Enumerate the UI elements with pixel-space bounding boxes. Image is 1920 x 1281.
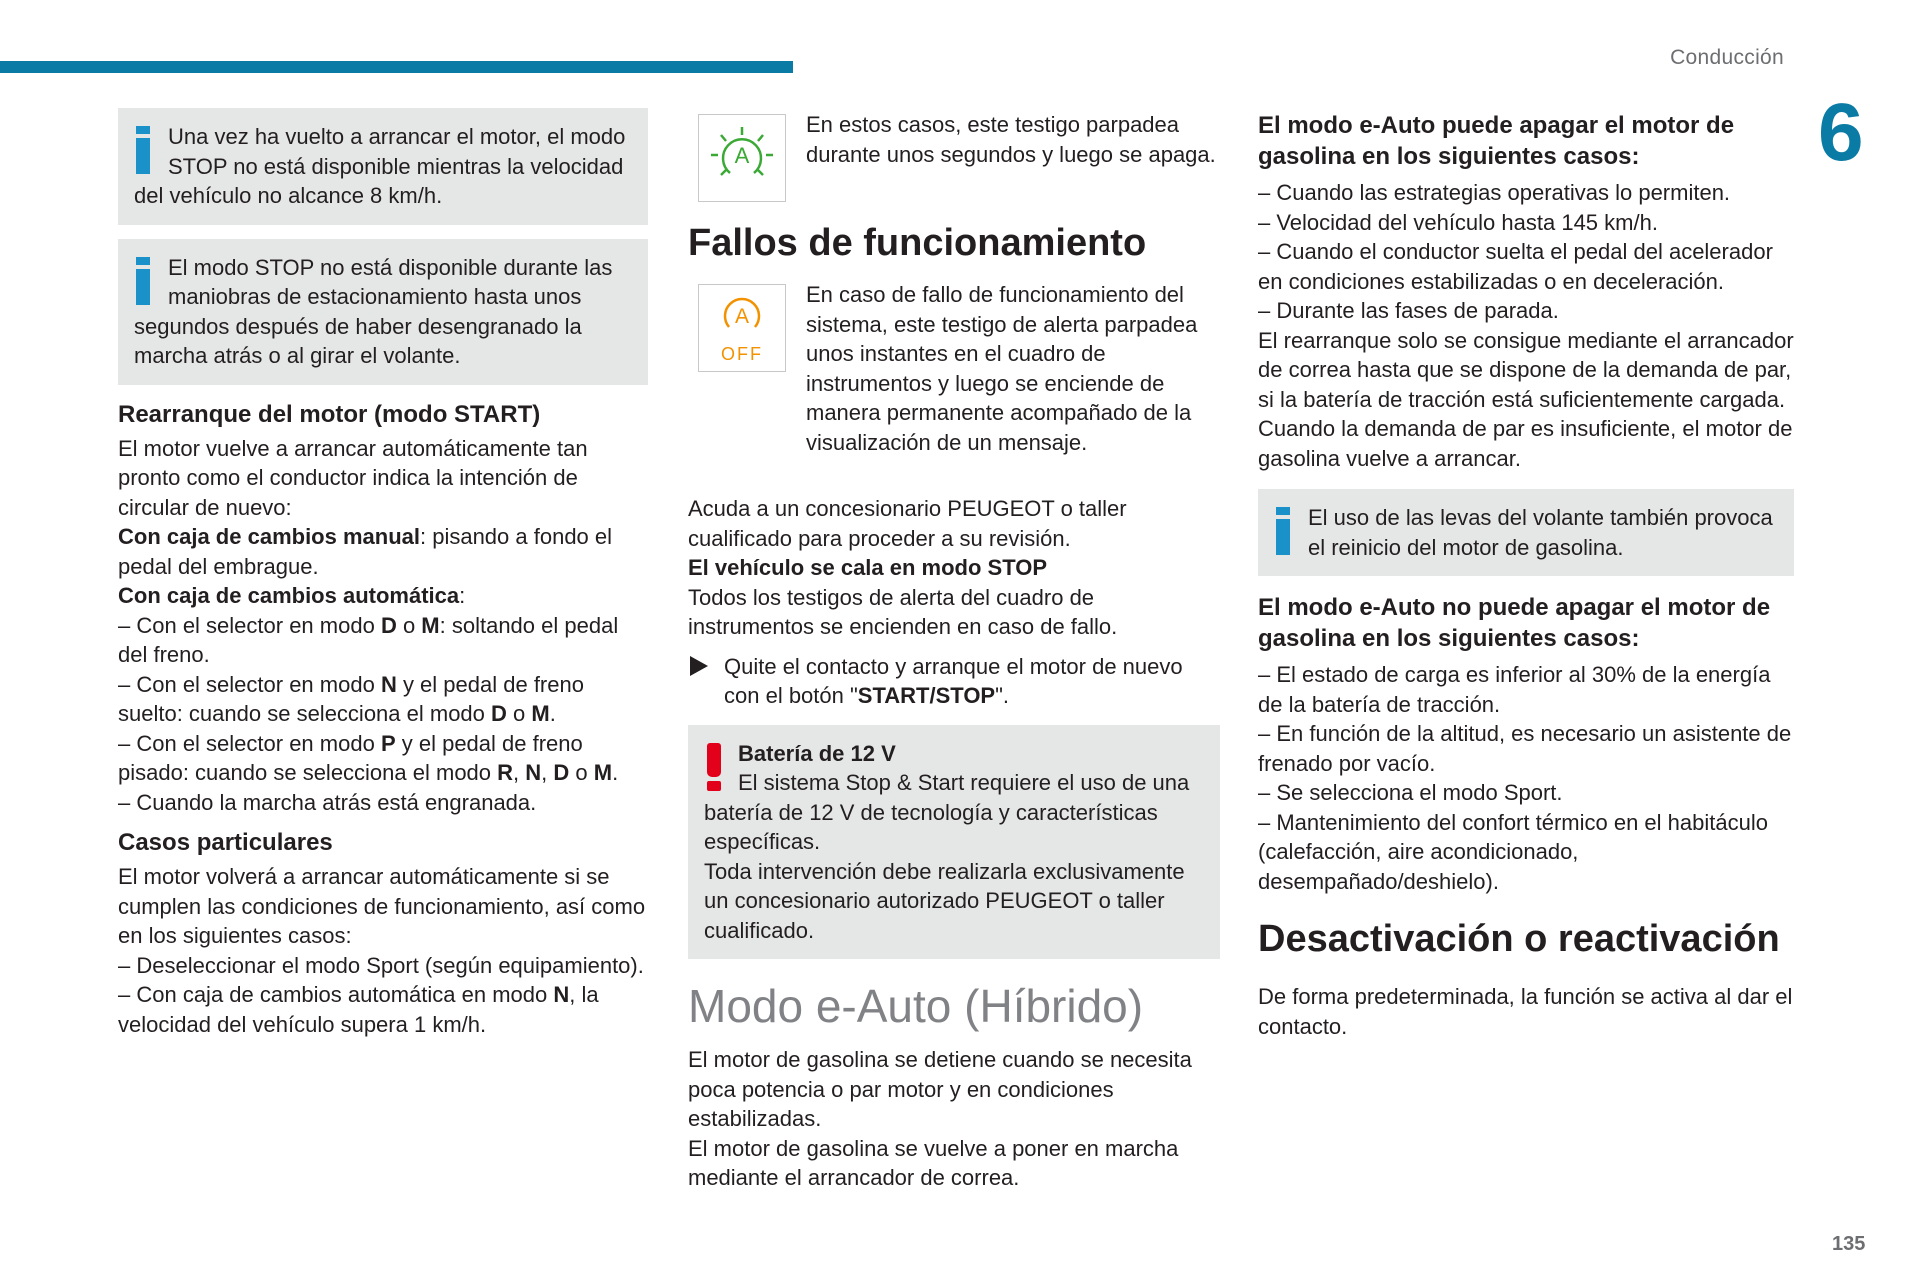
action-bullet: Quite el contacto y arranque el motor de nuevo con el botón "START/STOP".: [688, 652, 1220, 711]
section-title: Conducción: [1670, 46, 1784, 69]
info-note-text: El uso de las levas del volante también provoca el reinicio del motor de gasolina.: [1308, 505, 1773, 560]
indicator-lamp-row: [688, 110, 1220, 202]
paragraph: El motor volverá a arrancar automáticamente si se cumplen las condiciones de funcionamiento, así como en los siguientes casos: – Deseleccionar el modo Sport (según equipamiento). – Con caja de cambios automática en modo N, la velocidad del vehículo supera 1 km/h.: [118, 864, 646, 1037]
paragraph: El motor vuelve a arrancar automáticamente tan pronto como el conductor indica la intención de circular de nuevo: Con caja de cambios manual: pisando a fondo el pedal del embrague. Con caja de cambios automática: – Con el selector en modo D o M: soltando el pedal del freno. – Con el selector en modo N y el pedal de freno suelto: cuando se selecciona el modo D o M. – Con el selector en modo P y el pedal de freno pisado: cuando se selecciona el modo R, N, D o M. – Cuando la marcha atrás está engranada.: [118, 435, 619, 815]
list-item: – Cuando las estrategias operativas lo permiten.: [1258, 180, 1731, 205]
arrow-bullet-icon: [690, 656, 708, 676]
cannot-stop-list: [1258, 660, 1794, 896]
column-left: [118, 108, 648, 1039]
paragraph: De forma predeterminada, la función se activa al dar el contacto.: [1258, 984, 1793, 1039]
indicator-lamp-row: [688, 280, 1220, 480]
info-note-parking: [118, 239, 648, 385]
info-icon: [134, 257, 150, 305]
list-item: – El estado de carga es inferior al 30% de la energía de la batería de tracción.: [1258, 662, 1771, 717]
info-icon: [134, 126, 150, 174]
header-accent-bar: [0, 61, 793, 73]
eco-auto-lamp-icon: [698, 114, 786, 202]
page-number: 135: [1832, 1233, 1866, 1255]
warning-note-battery: [688, 725, 1220, 960]
info-note-text: Una vez ha vuelto a arrancar el motor, el modo STOP no está disponible mientras la velocidad del vehículo no alcance 8 km/h.: [134, 124, 626, 208]
lamp-description: En caso de fallo de funcionamiento del sistema, este testigo de alerta parpadea unos instantes en el cuadro de instrumentos y luego se enciende de manera permanente acompañado de la visualización de un mensaje.: [806, 282, 1198, 455]
paragraph: Acuda a un concesionario PEUGEOT o taller cualificado para proceder a su revisión. El vehículo se cala en modo STOP Todos los testigos de alerta del cuadro de instrumentos se encienden en caso de fallo.: [688, 496, 1127, 639]
list-item: – Durante las fases de parada.: [1258, 298, 1559, 323]
svg-text:OFF: OFF: [721, 344, 763, 364]
warning-exclamation-icon: [704, 739, 738, 795]
svg-text:A: A: [734, 305, 750, 328]
list-item: – Cuando el conductor suelta el pedal del acelerador en condiciones estabilizadas o en deceleración.: [1258, 239, 1773, 294]
info-note-text: El modo STOP no está disponible durante las maniobras de estacionamiento hasta unos segundos después de haber desengranado la marcha atrás o al girar el volante.: [134, 254, 613, 368]
column-middle: [688, 110, 1220, 1193]
section-heading-deactivation: Desactivación o reactivación: [1258, 918, 1780, 960]
svg-text:A: A: [734, 143, 750, 168]
info-icon: [1274, 507, 1290, 555]
list-item: – En función de la altitud, es necesario un asistente de frenado por vacío.: [1258, 721, 1792, 776]
section-heading-special-cases: Casos particulares: [118, 829, 333, 856]
chapter-number: 6: [1818, 87, 1864, 178]
can-stop-list: [1258, 178, 1794, 473]
eco-off-lamp-icon: [698, 284, 786, 372]
info-note-stop-speed: [118, 108, 648, 225]
lamp-description: En estos casos, este testigo parpadea durante unos segundos y luego se apaga.: [806, 112, 1216, 167]
list-item: – Mantenimiento del confort térmico en el habitáculo (calefacción, aire acondicionado, desempañado/deshielo).: [1258, 809, 1768, 894]
section-heading-faults: Fallos de funcionamiento: [688, 222, 1147, 264]
section-heading-can-stop: El modo e-Auto puede apagar el motor de gasolina en los siguientes casos:: [1258, 112, 1735, 170]
warning-note-text: Batería de 12 V El sistema Stop & Start requiere el uso de una batería de 12 V de tecnología y características específicas. Toda intervención debe realizarla exclusivamente un concesionario autorizado PEUGEOT o taller cualificado.: [704, 740, 1190, 943]
list-item: – Se selecciona el modo Sport.: [1258, 780, 1563, 805]
list-item: – Velocidad del vehículo hasta 145 km/h.: [1258, 209, 1658, 235]
column-right: [1258, 110, 1794, 1041]
paragraph: El rearranque solo se consigue mediante el arrancador de correa hasta que se dispone de la demanda de par, si la batería de tracción está suficientemente cargada. Cuando la demanda de par es insuficiente, el motor de gasolina vuelve a arrancar.: [1258, 327, 1794, 471]
paragraph: El motor de gasolina se detiene cuando se necesita poca potencia o par motor y en condiciones estabilizadas. El motor de gasolina se vuelve a poner en marcha mediante el arrancador de correa.: [688, 1047, 1192, 1190]
section-heading-cannot-stop: El modo e-Auto no puede apagar el motor de gasolina en los siguientes casos:: [1258, 594, 1771, 652]
info-note-paddles: [1258, 489, 1794, 576]
section-heading-eauto: Modo e-Auto (Híbrido): [688, 980, 1144, 1032]
section-heading-restart: Rearranque del motor (modo START): [118, 400, 541, 428]
